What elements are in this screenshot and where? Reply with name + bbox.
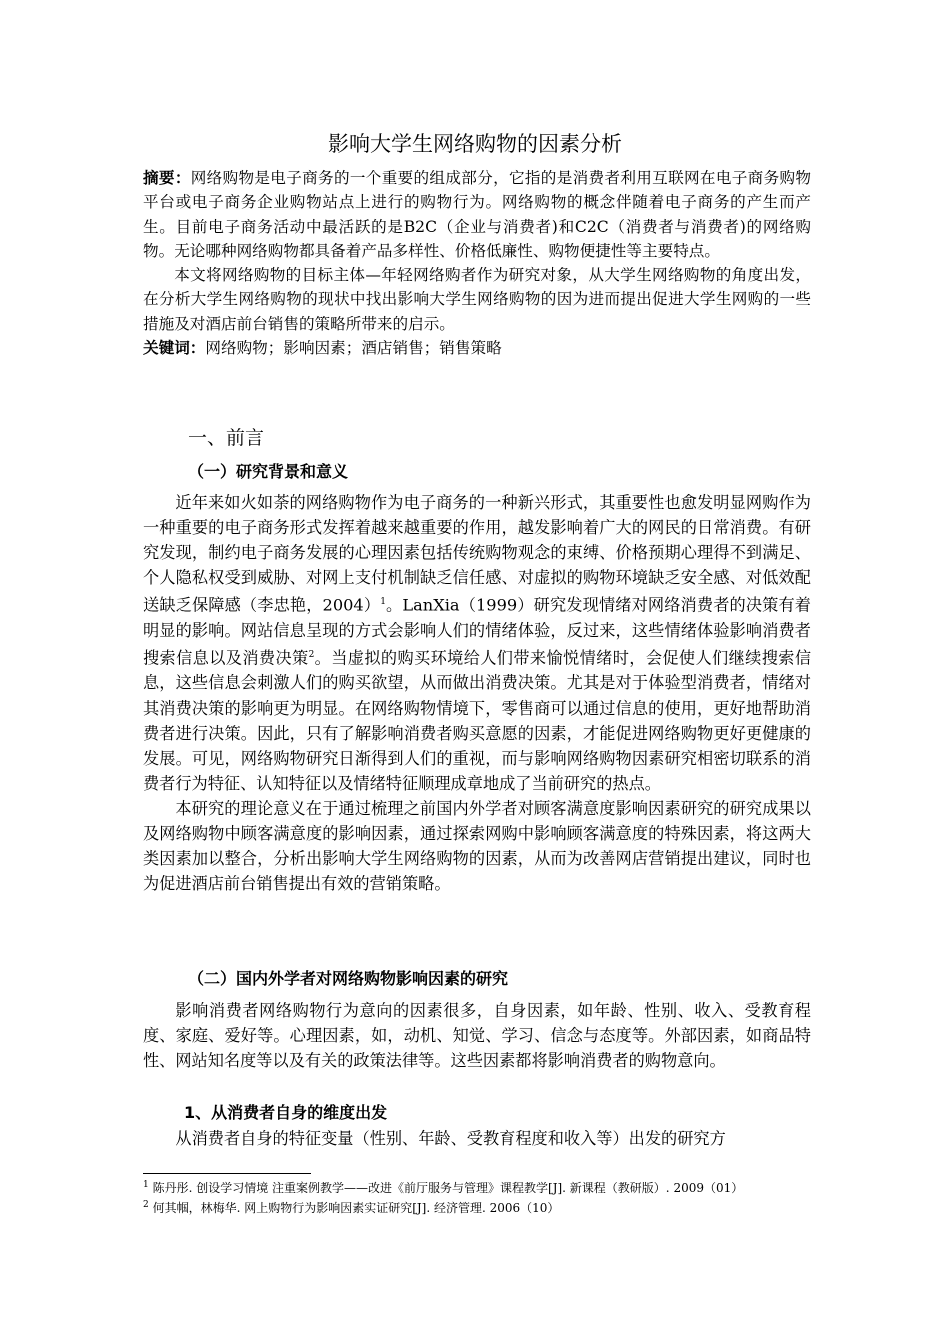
footnote-separator bbox=[143, 1173, 311, 1174]
footnote-1 bbox=[143, 1177, 843, 1197]
text-run: 。当虚拟的购买环境给人们带来愉悦情绪时，会促使人们继续搜索信息，这些信息会刺激人们的购买欲望，从而做出消费决策。尤其是对于体验型消费者，情绪对其消费决策的影响更为明显。在网络购物情境下，零售商可以通过信息的使用，更好地帮助消费者进行决策。因此，只有了解影响消费者购买意愿的因素，才能促进网络购物更好更健康的发展。可见，网络购物研究日渐得到人们的重视，而与影响网络购物因素研究相密切联系的消费者行为特征、认知特征以及情绪特征顺理成章地成了当前研究的热点。 bbox=[143, 648, 812, 793]
abstract-paragraph bbox=[143, 166, 811, 263]
abstract-label: 摘要： bbox=[143, 169, 191, 187]
text-run: 近年来如火如荼的网络购物作为电子商务的一种新兴形式，其重要性也愈发明显网购作为一种重要的电子商务形式发挥着越来越重要的作用，越发影响着广大的网民的日常消费。有研究发现，制约电子商务发展的心理因素包括传统购物观念的束缚、价格预期心理得不到满足、个人隐私权受到威胁、对网上支付机制缺乏信任感、对虚拟的购物环境缺乏安全感、对低效配送缺乏保障感（李忠艳，2004） bbox=[143, 493, 811, 615]
sub-subsection-heading-consumer: 1、从消费者自身的维度出发 bbox=[184, 1103, 388, 1122]
abstract-paragraph-2: 本文将网络购物的目标主体—年轻网络购者作为研究对象，从大学生网络购物的角度出发，在分析大学生网络购物的现状中找出影响大学生网络购物的因为进而提出促进大学生网购的一些措施及对酒店前台销售的策略所带来的启示。 bbox=[143, 266, 811, 333]
background-paragraph-1 bbox=[143, 490, 811, 796]
background-body bbox=[143, 490, 811, 896]
footnote-number: 1 bbox=[143, 1180, 149, 1190]
keywords-label: 关键词： bbox=[143, 339, 206, 358]
subsection-heading-research: （二）国内外学者对网络购物影响因素的研究 bbox=[188, 969, 509, 988]
subsection-heading-background: （一）研究背景和意义 bbox=[188, 462, 349, 481]
text-run: 。LanXia（1999）研究发现情绪对网络消费者的决策有着明显的影响。网站信息呈现的方式会影响人们的情绪体验，反过来，这些情绪体验影响消费者搜索信息以及消费决策 bbox=[143, 595, 811, 668]
section-heading-preface: 一、前言 bbox=[188, 427, 265, 449]
background-paragraph-2: 本研究的理论意义在于通过梳理之前国内外学者对顾客满意度影响因素研究的研究成果以及网络购物中顾客满意度的影响因素，通过探索网购中影响顾客满意度的特殊因素，将这两大类因素加以整合，分析出影响大学生网络购物的因素，从而为改善网店营销提出建议，同时也为促进酒店前台销售提出有效的营销策略。 bbox=[143, 798, 811, 894]
paper-title: 影响大学生网络购物的因素分析 bbox=[328, 132, 622, 156]
abstract-text: 网络购物是电子商务的一个重要的组成部分，它指的是消费者利用互联网在电子商务购物平台或电子商务企业购物站点上进行的购物行为。网络购物的概念伴随着电子商务的产生而产生。目前电子商务活动中最活跃的是B2C（企业与消费者)和C2C（消费者与消费者)的网络购物。无论哪种网络购物都具备着产品多样性、价格低廉性、购物便捷性等主要特点。 bbox=[143, 169, 811, 260]
research-paragraph-2: 从消费者自身的特征变量（性别、年龄、受教育程度和收入等）出发的研究方 bbox=[175, 1129, 726, 1148]
keywords-line bbox=[143, 336, 811, 360]
keywords-text: 网络购物；影响因素；酒店销售；销售策略 bbox=[205, 339, 502, 358]
footnote-text: 何其帼，林梅华. 网上购物行为影响因素实证研究[J]. 经济管理. 2006（10） bbox=[152, 1201, 560, 1215]
abstract-block bbox=[143, 166, 811, 360]
footnote-2 bbox=[143, 1197, 843, 1217]
footnote-ref-2: 2 bbox=[308, 649, 315, 660]
footnotes bbox=[143, 1177, 843, 1217]
footnote-number: 2 bbox=[143, 1200, 149, 1210]
research-body-2 bbox=[143, 1126, 811, 1151]
research-paragraph-1: 影响消费者网络购物行为意向的因素很多，自身因素，如年龄、性别、收入、受教育程度、家庭、爱好等。心理因素，如，动机、知觉、学习、信念与态度等。外部因素，如商品特性、网站知名度等以及有关的政策法律等。这些因素都将影响消费者的购物意向。 bbox=[143, 1001, 811, 1071]
research-body-1 bbox=[143, 998, 811, 1073]
footnote-ref-1: 1 bbox=[380, 597, 386, 608]
footnote-text: 陈丹彤. 创设学习情境 注重案例教学——改进《前厅服务与管理》课程教学[J]. 新课程（教研版）. 2009（01） bbox=[152, 1181, 744, 1195]
